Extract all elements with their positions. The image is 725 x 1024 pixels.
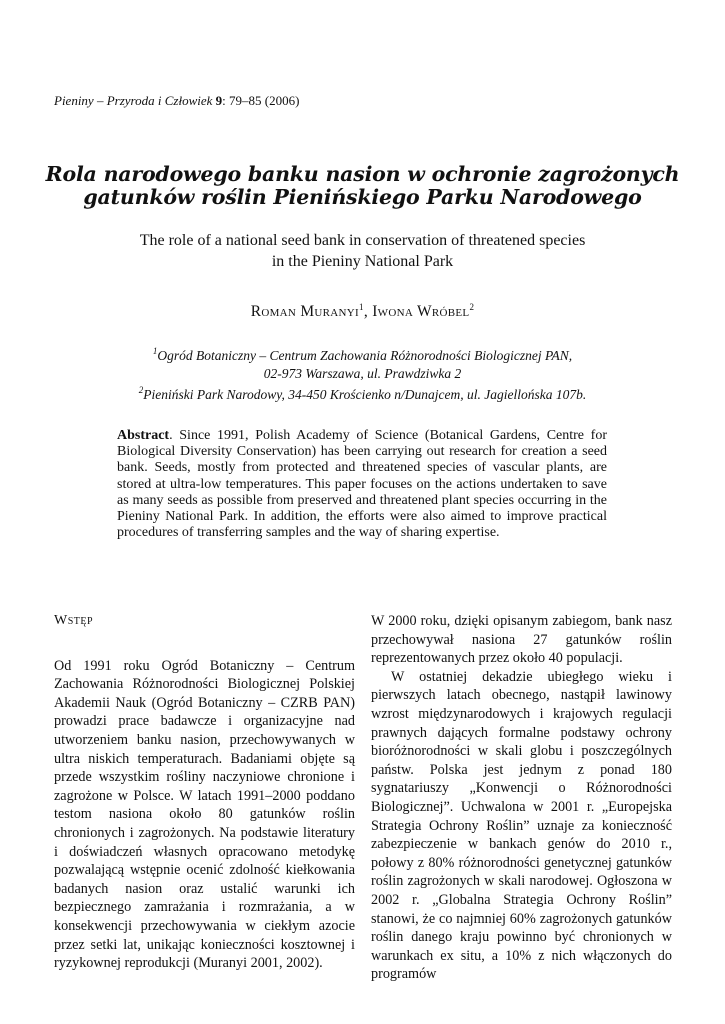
author-name: Iwona Wróbel xyxy=(372,303,470,320)
left-column xyxy=(54,612,355,973)
body-paragraph: W ostatniej dekadzie ubiegłego wieku i pierwszych latach obecnego, nastąpił lawinowy wzrost międzynarodowych i krajowych regulacji prawnych dających formalne podstawy ochrony bioróżnorodności w skali globu i poszczególnych państw. Polska jest jednym z ponad 180 sygnatariuszy „Konwencji o Różnorodności Biologicznej”. Uchwalona w 2001 r. „Europejska Strategia Ochrony Roślin” uznaje za konieczność zabezpieczenie w bankach genów do 2010 r., połowy z 80% różnorodności genetycznej gatunków roślin zagrożonych w skali narodowej. Ogłoszona w 2002 r. „Globalna Strategia Ochrony Roślin” stanowi, że co najmniej 60% zagrożonych gatunków roślin danego kraju powinno być chronionych w warunkach ex situ, a 10% z nich włączonych do programów xyxy=(371,668,672,983)
paper-title xyxy=(40,163,685,209)
abstract-label: Abstract xyxy=(117,428,170,443)
title-line: gatunków roślin Pienińskiego Parku Narodowego xyxy=(83,185,642,209)
journal-pages: : 79–85 (2006) xyxy=(222,93,300,108)
body-paragraph: Od 1991 roku Ogród Botaniczny – Centrum Zachowania Różnorodności Biologicznej Polskiej Akademii Nauk (Ogród Botaniczny – CZRB PAN) prowadzi prace badawcze i organizacyjne nad utworzeniem banku nasion, przechowywanych w ultra niskich temperaturach. Badaniami objęte są przede wszystkim rośliny naczyniowe chronione i zagrożone w Polsce. W latach 1991–2000 poddano testom nasiona około 80 gatunków roślin chronionych i zagrożonych. Na podstawie literatury i doświadczeń własnych opracowano metodykę pozwalającą wstępnie ocenić zdolność kiełkowania badanych nasion oraz ustalić warunki ich bezpiecznego zamrażania i rozmrażania, a w konsekwencji przechowywania w ciekłym azocie przez setki lat, unikając konieczności kosztownej i ryzykownej reprodukcji (Muranyi 2001, 2002). xyxy=(54,657,355,972)
body-paragraph: W 2000 roku, dzięki opisanym zabiegom, bank nasz przechowywał nasiona 27 gatunków roślin reprezentowanych przez około 40 populacji. xyxy=(371,613,672,667)
affiliation-2 xyxy=(40,382,685,404)
author-separator: , xyxy=(363,303,373,320)
affil-text: Ogród Botaniczny – Centrum Zachowania Różnorodności Biologicznej PAN, xyxy=(157,348,573,363)
abstract-text: . Since 1991, Polish Academy of Science (Botanical Gardens, Centre for Biological Diversity Conservation) has been carrying out research for creation a seed bank. Seeds, mostly from protected and threatened species of vascular plants, are stored at ultra-low temperatures. This paper focuses on the actions undertaken to save as many seeds as possible from preserved and threatened plant species occurring in the Pieniny National Park. In addition, the efforts were also aimed to improve practical procedures of transferring samples and the way of sharing expertise. xyxy=(117,428,607,541)
subtitle-line: in the Pieniny National Park xyxy=(271,253,454,270)
author-affil-mark: 1 xyxy=(359,302,364,312)
right-column xyxy=(371,612,672,984)
author-affil-mark: 2 xyxy=(469,302,475,312)
author-list xyxy=(40,302,685,321)
affil-number: 2 xyxy=(138,385,144,395)
affiliation-1 xyxy=(40,343,685,365)
affil-text: Pieniński Park Narodowy, 34-450 Krościenko n/Dunajcem, ul. Jagiellońska 107b. xyxy=(143,387,587,402)
journal-citation xyxy=(54,93,299,109)
subtitle-line: The role of a national seed bank in conservation of threatened species xyxy=(139,232,586,249)
affiliation-1-address: 02-973 Warszawa, ul. Prawdziwka 2 xyxy=(263,365,462,381)
journal-volume: 9 xyxy=(215,93,223,108)
affil-number: 1 xyxy=(152,346,158,356)
title-line: Rola narodowego banku nasion w ochronie zagrożonych xyxy=(45,162,680,186)
affiliations xyxy=(40,343,685,404)
paper-subtitle xyxy=(40,230,685,272)
author-name: Roman Muranyi xyxy=(250,303,360,320)
abstract xyxy=(117,428,607,541)
section-heading: Wstęp xyxy=(54,613,94,628)
journal-name: Pieniny – Przyroda i Człowiek xyxy=(54,93,213,108)
